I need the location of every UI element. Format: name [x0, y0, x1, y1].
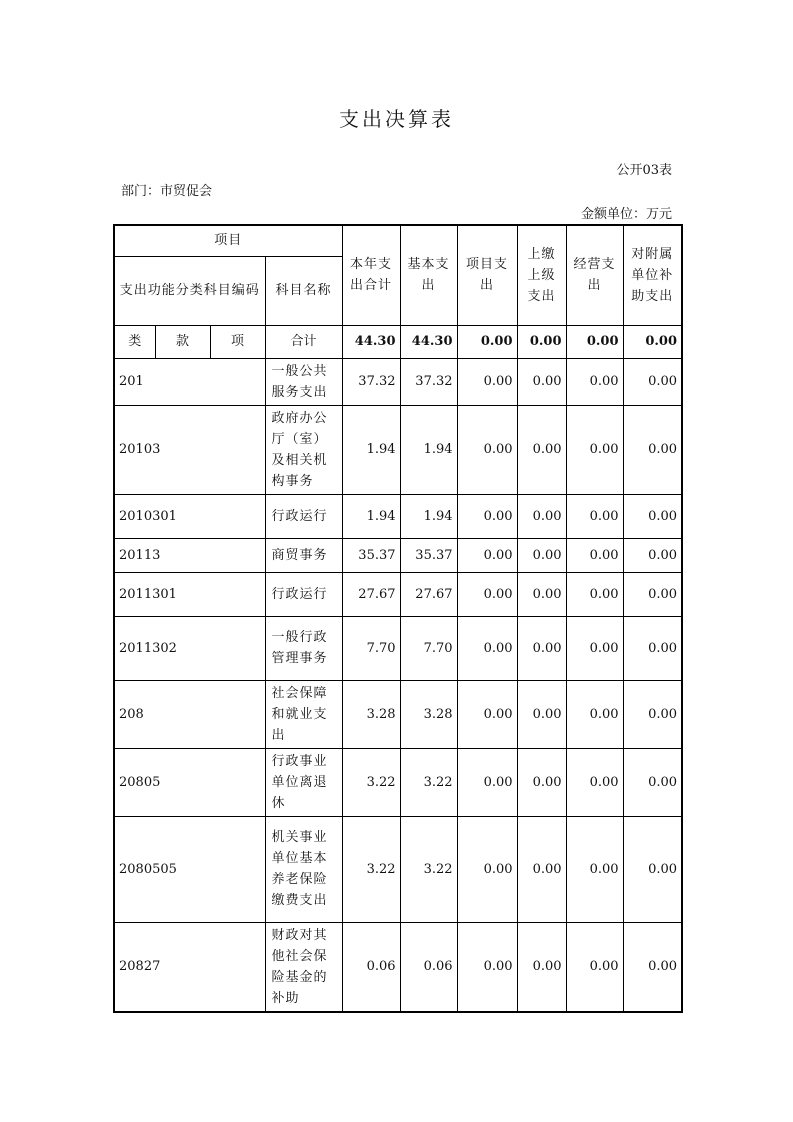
row-value: 0.00: [566, 405, 623, 494]
row-value: 0.00: [623, 680, 682, 748]
row-value: 1.94: [342, 405, 400, 494]
table-row: [114, 748, 682, 816]
row-value: 3.28: [342, 680, 400, 748]
total-value: 0.00: [623, 325, 682, 358]
row-value: 0.00: [457, 816, 517, 922]
total-value: 0.00: [566, 325, 623, 358]
table-row: [114, 494, 682, 538]
row-value: 0.00: [566, 748, 623, 816]
form-number: 公开03表: [616, 163, 672, 178]
row-value: 0.00: [623, 405, 682, 494]
row-code: 208: [114, 680, 265, 748]
row-value: 3.28: [400, 680, 457, 748]
row-value: 0.00: [517, 494, 566, 538]
row-value: 3.22: [342, 748, 400, 816]
total-value: 44.30: [400, 325, 457, 358]
table-row: [114, 616, 682, 680]
header-xiang: 项: [210, 325, 265, 358]
row-value: 0.00: [566, 494, 623, 538]
table-row: [114, 405, 682, 494]
row-code: 2010301: [114, 494, 265, 538]
row-value: 0.00: [566, 816, 623, 922]
row-value: 3.22: [400, 748, 457, 816]
row-value: 0.06: [342, 922, 400, 1012]
row-value: 0.00: [517, 748, 566, 816]
header-col-1: 基本支出: [400, 225, 457, 325]
row-value: 0.00: [623, 538, 682, 572]
row-value: 0.00: [457, 748, 517, 816]
row-value: 7.70: [342, 616, 400, 680]
row-value: 0.00: [623, 922, 682, 1012]
table-row: [114, 680, 682, 748]
row-code: 20827: [114, 922, 265, 1012]
row-value: 0.00: [623, 572, 682, 616]
row-value: 0.00: [623, 748, 682, 816]
row-value: 0.00: [566, 680, 623, 748]
row-value: 1.94: [400, 494, 457, 538]
row-value: 3.22: [342, 816, 400, 922]
header-kuan: 款: [155, 325, 210, 358]
row-subject-name: 行政运行: [265, 494, 342, 538]
row-code: 20805: [114, 748, 265, 816]
table-row: [114, 922, 682, 1012]
row-value: 0.00: [457, 358, 517, 405]
row-value: 1.94: [400, 405, 457, 494]
header-project: 项目: [114, 225, 342, 256]
total-value: 0.00: [457, 325, 517, 358]
row-value: 0.00: [457, 616, 517, 680]
row-value: 0.00: [566, 922, 623, 1012]
department-label: 部门：市贸促会: [121, 184, 213, 199]
row-code: 2011302: [114, 616, 265, 680]
row-value: 27.67: [400, 572, 457, 616]
row-value: 27.67: [342, 572, 400, 616]
header-lei: 类: [114, 325, 155, 358]
row-subject-name: 行政运行: [265, 572, 342, 616]
row-subject-name: 财政对其他社会保险基金的补助: [265, 922, 342, 1012]
row-value: 35.37: [342, 538, 400, 572]
row-value: 0.00: [517, 922, 566, 1012]
header-col-2: 项目支出: [457, 225, 517, 325]
table-row: [114, 816, 682, 922]
total-value: 44.30: [342, 325, 400, 358]
table-row: [114, 538, 682, 572]
row-value: 0.00: [623, 494, 682, 538]
row-subject-name: 一般公共服务支出: [265, 358, 342, 405]
row-value: 0.00: [517, 572, 566, 616]
row-value: 0.00: [457, 538, 517, 572]
header-subject-name: 科目名称: [265, 256, 342, 325]
row-code: 20103: [114, 405, 265, 494]
row-value: 0.00: [457, 680, 517, 748]
page-title: 支出决算表: [339, 107, 454, 131]
table-body: [114, 358, 682, 1012]
table-row: [114, 358, 682, 405]
row-value: 0.00: [517, 680, 566, 748]
row-code: 2011301: [114, 572, 265, 616]
row-value: 0.00: [566, 572, 623, 616]
row-value: 0.00: [623, 616, 682, 680]
header-func-code: 支出功能分类科目编码: [114, 256, 265, 325]
row-value: 0.00: [623, 358, 682, 405]
row-code: 2080505: [114, 816, 265, 922]
header-col-5: 对附属单位补助支出: [623, 225, 682, 325]
row-subject-name: 政府办公厅（室）及相关机构事务: [265, 405, 342, 494]
row-value: 0.00: [566, 538, 623, 572]
header-col-4: 经营支出: [566, 225, 623, 325]
expenditure-table: [113, 224, 683, 1013]
table-row: [114, 572, 682, 616]
row-value: 1.94: [342, 494, 400, 538]
unit-label: 金额单位：万元: [580, 207, 672, 222]
row-value: 37.32: [342, 358, 400, 405]
row-value: 0.00: [517, 405, 566, 494]
row-value: 0.00: [457, 572, 517, 616]
row-value: 0.00: [517, 538, 566, 572]
row-code: 201: [114, 358, 265, 405]
row-subject-name: 社会保障和就业支出: [265, 680, 342, 748]
table-header: [114, 225, 682, 358]
row-value: 37.32: [400, 358, 457, 405]
row-value: 0.00: [566, 358, 623, 405]
row-value: 0.00: [457, 494, 517, 538]
header-col-3: 上缴上级支出: [517, 225, 566, 325]
header-col-0: 本年支出合计: [342, 225, 400, 325]
row-subject-name: 商贸事务: [265, 538, 342, 572]
row-subject-name: 行政事业单位离退休: [265, 748, 342, 816]
row-code: 20113: [114, 538, 265, 572]
row-value: 0.00: [566, 616, 623, 680]
row-value: 0.00: [517, 358, 566, 405]
row-value: 3.22: [400, 816, 457, 922]
row-value: 0.00: [517, 616, 566, 680]
row-value: 0.00: [623, 816, 682, 922]
row-value: 0.00: [457, 922, 517, 1012]
row-subject-name: 机关事业单位基本养老保险缴费支出: [265, 816, 342, 922]
row-value: 7.70: [400, 616, 457, 680]
row-value: 0.00: [517, 816, 566, 922]
total-label: 合计: [265, 325, 342, 358]
total-value: 0.00: [517, 325, 566, 358]
row-subject-name: 一般行政管理事务: [265, 616, 342, 680]
row-value: 35.37: [400, 538, 457, 572]
row-value: 0.00: [457, 405, 517, 494]
row-value: 0.06: [400, 922, 457, 1012]
